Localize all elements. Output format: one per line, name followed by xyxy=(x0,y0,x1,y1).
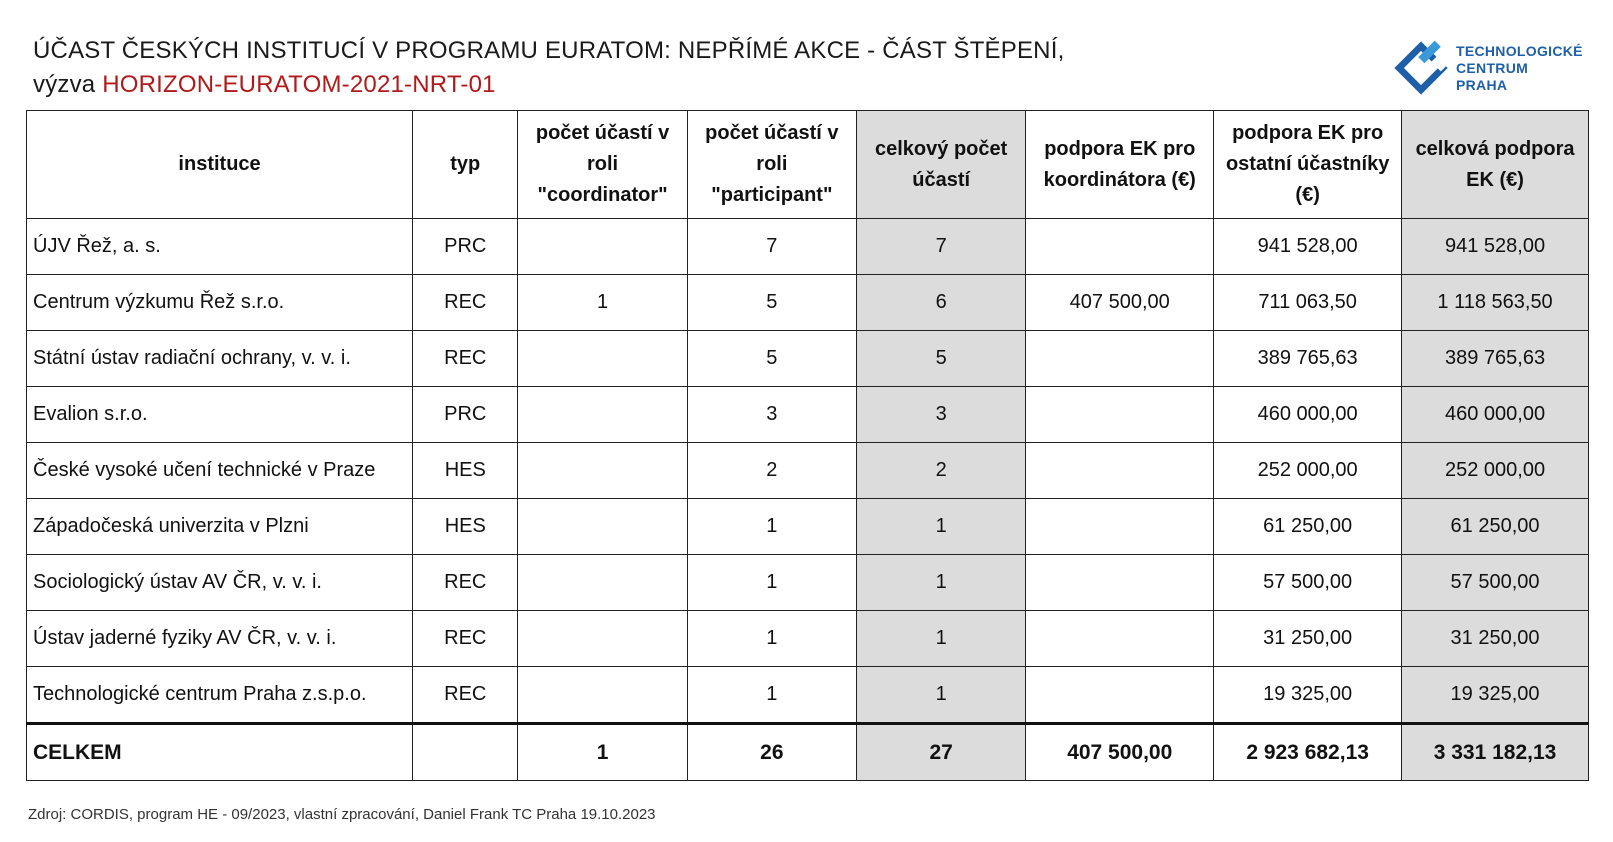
cell-celkova-podpora: 57 500,00 xyxy=(1402,555,1589,611)
cell-podpora-ostatni: 252 000,00 xyxy=(1214,443,1402,499)
table-row xyxy=(27,667,1589,724)
cell-podpora-koordinator: 407 500,00 xyxy=(1026,275,1214,331)
table-row xyxy=(27,219,1589,275)
cell-typ: PRC xyxy=(413,387,518,443)
cell-instituce: České vysoké učení technické v Praze xyxy=(27,443,413,499)
table-row xyxy=(27,443,1589,499)
cell-podpora-ostatni: 389 765,63 xyxy=(1214,331,1402,387)
logo-line-2: CENTRUM PRAHA xyxy=(1456,59,1529,93)
header-celkovy-pocet: celkový počet účastí xyxy=(857,111,1026,219)
cell-podpora-ostatni: 31 250,00 xyxy=(1214,611,1402,667)
cell-celkova-podpora: 460 000,00 xyxy=(1402,387,1589,443)
cell-podpora-koordinator xyxy=(1026,611,1214,667)
total-typ xyxy=(413,724,518,781)
cell-participant: 1 xyxy=(687,611,856,667)
participation-table xyxy=(26,110,1589,781)
cell-celkova-podpora: 31 250,00 xyxy=(1402,611,1589,667)
cell-podpora-ostatni: 19 325,00 xyxy=(1214,667,1402,724)
cell-celkem: 2 xyxy=(857,443,1026,499)
cell-celkem: 6 xyxy=(857,275,1026,331)
cell-instituce: Evalion s.r.o. xyxy=(27,387,413,443)
cell-participant: 1 xyxy=(687,499,856,555)
cell-typ: PRC xyxy=(413,219,518,275)
cell-celkem: 1 xyxy=(857,499,1026,555)
cell-coordinator xyxy=(518,387,687,443)
cell-podpora-ostatni: 61 250,00 xyxy=(1214,499,1402,555)
cell-celkova-podpora: 61 250,00 xyxy=(1402,499,1589,555)
cell-celkem: 1 xyxy=(857,555,1026,611)
title-line-2 xyxy=(33,68,1064,102)
cell-participant: 2 xyxy=(687,443,856,499)
cell-coordinator: 1 xyxy=(518,275,687,331)
cell-coordinator xyxy=(518,331,687,387)
cell-coordinator xyxy=(518,611,687,667)
tc-praha-logo xyxy=(1392,38,1582,98)
cell-typ: REC xyxy=(413,331,518,387)
total-participant: 26 xyxy=(687,724,856,781)
cell-instituce: Ústav jaderné fyziky AV ČR, v. v. i. xyxy=(27,611,413,667)
cell-celkem: 7 xyxy=(857,219,1026,275)
cell-celkova-podpora: 941 528,00 xyxy=(1402,219,1589,275)
cell-coordinator xyxy=(518,667,687,724)
header-typ: typ xyxy=(413,111,518,219)
cell-podpora-koordinator xyxy=(1026,667,1214,724)
table-header-row xyxy=(27,111,1589,219)
cell-podpora-koordinator xyxy=(1026,219,1214,275)
cell-instituce: Technologické centrum Praha z.s.p.o. xyxy=(27,667,413,724)
cell-celkem: 3 xyxy=(857,387,1026,443)
cell-typ: REC xyxy=(413,275,518,331)
cell-instituce: ÚJV Řež, a. s. xyxy=(27,219,413,275)
cell-celkem: 1 xyxy=(857,611,1026,667)
header-podpora-ostatni: podpora EK pro ostatní účastníky (€) xyxy=(1214,111,1402,219)
cell-podpora-koordinator xyxy=(1026,331,1214,387)
cell-participant: 7 xyxy=(687,219,856,275)
cell-typ: HES xyxy=(413,443,518,499)
table-row xyxy=(27,275,1589,331)
cell-typ: HES xyxy=(413,499,518,555)
header-participant: počet účastí v roli "participant" xyxy=(687,111,856,219)
total-label: CELKEM xyxy=(27,724,413,781)
table-row xyxy=(27,331,1589,387)
cell-instituce: Západočeská univerzita v Plzni xyxy=(27,499,413,555)
header-coordinator: počet účastí v roli "coordinator" xyxy=(518,111,687,219)
total-celkem: 27 xyxy=(857,724,1026,781)
total-celkova-podpora: 3 331 182,13 xyxy=(1402,724,1589,781)
cell-typ: REC xyxy=(413,667,518,724)
table-row xyxy=(27,387,1589,443)
table-row xyxy=(27,499,1589,555)
cell-podpora-koordinator xyxy=(1026,555,1214,611)
cell-instituce: Státní ústav radiační ochrany, v. v. i. xyxy=(27,331,413,387)
cell-participant: 5 xyxy=(687,331,856,387)
total-coordinator: 1 xyxy=(518,724,687,781)
cell-podpora-ostatni: 57 500,00 xyxy=(1214,555,1402,611)
cell-podpora-koordinator xyxy=(1026,443,1214,499)
cell-coordinator xyxy=(518,219,687,275)
table-total-row xyxy=(27,724,1589,781)
cell-celkova-podpora: 19 325,00 xyxy=(1402,667,1589,724)
cell-instituce: Centrum výzkumu Řež s.r.o. xyxy=(27,275,413,331)
header-podpora-koordinator: podpora EK pro koordinátora (€) xyxy=(1026,111,1214,219)
cell-participant: 1 xyxy=(687,555,856,611)
cell-participant: 3 xyxy=(687,387,856,443)
cell-coordinator xyxy=(518,555,687,611)
cell-participant: 5 xyxy=(687,275,856,331)
cell-coordinator xyxy=(518,443,687,499)
cell-celkova-podpora: 389 765,63 xyxy=(1402,331,1589,387)
table-row xyxy=(27,611,1589,667)
cell-podpora-ostatni: 941 528,00 xyxy=(1214,219,1402,275)
cell-celkova-podpora: 1 118 563,50 xyxy=(1402,275,1589,331)
table-row xyxy=(27,555,1589,611)
cell-celkova-podpora: 252 000,00 xyxy=(1402,443,1589,499)
cell-podpora-ostatni: 711 063,50 xyxy=(1214,275,1402,331)
source-note: Zdroj: CORDIS, program HE - 09/2023, vlastní zpracování, Daniel Frank TC Praha 19.10.2023 xyxy=(28,806,656,823)
cell-typ: REC xyxy=(413,611,518,667)
tc-praha-logo-icon xyxy=(1392,39,1450,97)
title-call-id: HORIZON-EURATOM-2021-NRT-01 xyxy=(102,71,496,98)
logo-text xyxy=(1456,43,1583,94)
header-instituce: instituce xyxy=(27,111,413,219)
cell-podpora-koordinator xyxy=(1026,499,1214,555)
header-celkova-podpora: celková podpora EK (€) xyxy=(1402,111,1589,219)
logo-line-1: TECHNOLOGICKÉ xyxy=(1456,42,1583,59)
title-call-prefix: výzva xyxy=(33,71,103,98)
cell-coordinator xyxy=(518,499,687,555)
cell-celkem: 1 xyxy=(857,667,1026,724)
cell-podpora-ostatni: 460 000,00 xyxy=(1214,387,1402,443)
title-line-1: ÚČAST ČESKÝCH INSTITUCÍ V PROGRAMU EURATOM: NEPŘÍMÉ AKCE - ČÁST ŠTĚPENÍ, xyxy=(33,37,1065,64)
cell-celkem: 5 xyxy=(857,331,1026,387)
total-podpora-koordinator: 407 500,00 xyxy=(1026,724,1214,781)
page-title xyxy=(33,34,1064,102)
total-podpora-ostatni: 2 923 682,13 xyxy=(1214,724,1402,781)
cell-instituce: Sociologický ústav AV ČR, v. v. i. xyxy=(27,555,413,611)
cell-participant: 1 xyxy=(687,667,856,724)
cell-podpora-koordinator xyxy=(1026,387,1214,443)
cell-typ: REC xyxy=(413,555,518,611)
